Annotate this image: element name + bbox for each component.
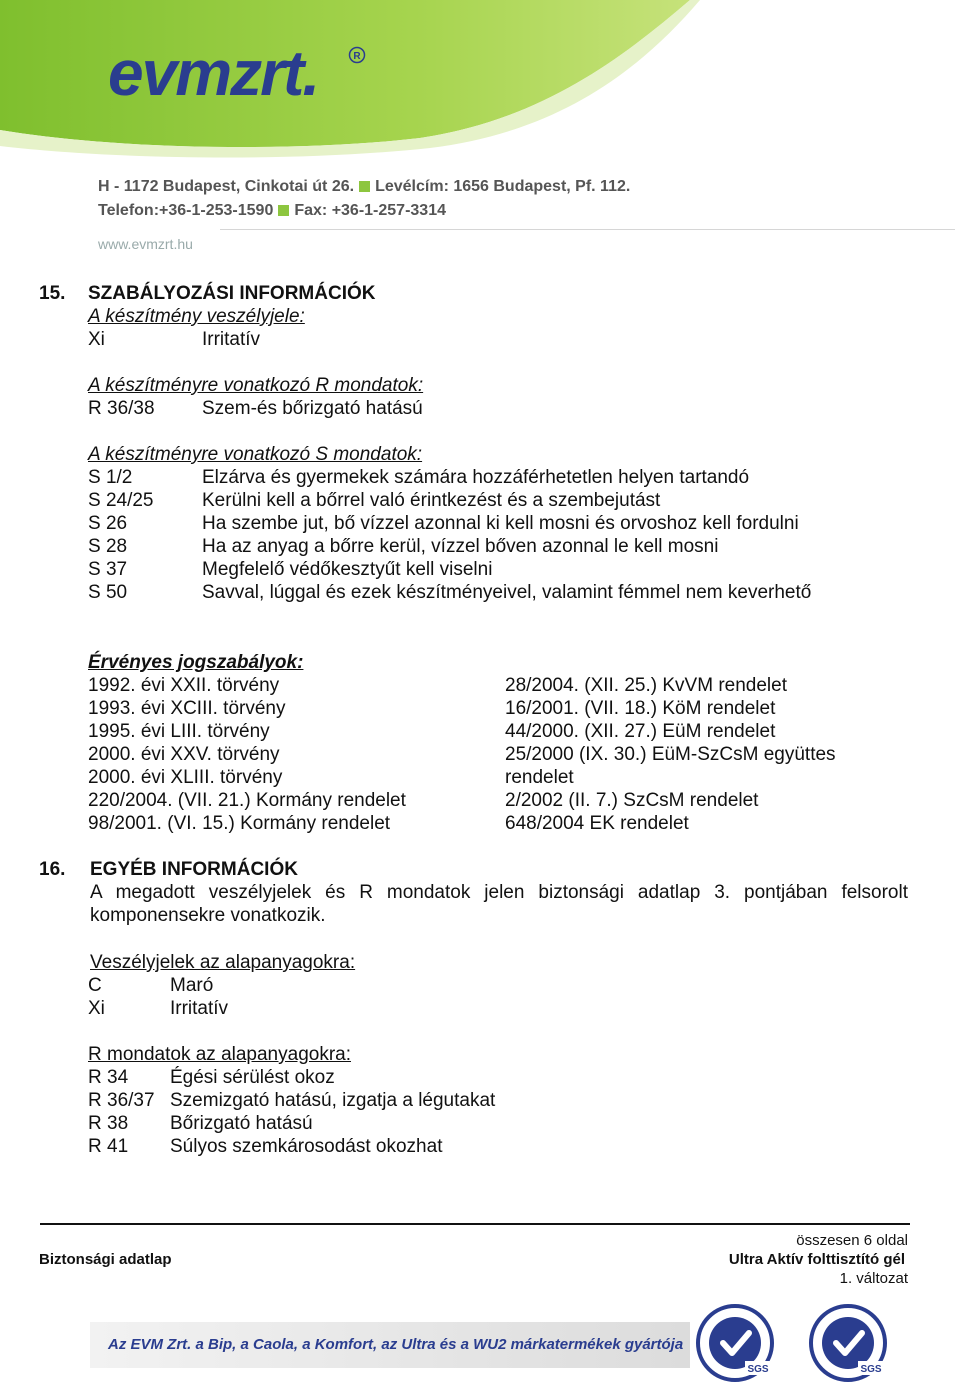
- hazard-heading: A készítmény veszélyjele:: [88, 306, 305, 327]
- r-phrases-heading: A készítményre vonatkozó R mondatok:: [88, 375, 424, 396]
- iso-9001-badge-icon: [695, 1303, 775, 1383]
- law-left-item: 98/2001. (VI. 15.) Kormány rendelet: [88, 813, 391, 834]
- page-count: összesen 6 oldal: [796, 1232, 908, 1249]
- raw-r-row: R 36/37 Szemizgató hatású, izgatja a légutakat: [88, 1090, 496, 1111]
- evm-logo: evmzrt.: [108, 37, 319, 109]
- svg-text:SGS: SGS: [747, 1364, 769, 1375]
- website-link[interactable]: www.evmzrt.hu: [98, 236, 193, 252]
- laws-heading: Érvényes jogszabályok:: [88, 652, 304, 673]
- law-left-item: 1993. évi XCIII. törvény: [88, 698, 286, 719]
- raw-hazards-heading: Veszélyjelek az alapanyagokra:: [90, 952, 356, 973]
- s-phrase-row: S 26 Ha szembe jut, bő vízzel azonnal ki kell mosni és orvoshoz kell fordulni: [88, 513, 799, 534]
- raw-hazard-row: Xi Irritatív: [88, 998, 229, 1019]
- section-16-title: EGYÉB INFORMÁCIÓK: [90, 859, 298, 880]
- s-phrase-row: S 28 Ha az anyag a bőrre kerül, vízzel bőven azonnal le kell mosni: [88, 536, 719, 557]
- section-16-paragraph-line1: A megadott veszélyjelek és R mondatok jelen biztonsági adatlap 3. pontjában felsorolt: [90, 882, 908, 903]
- address-line: H - 1172 Budapest, Cinkotai út 26. Levélcím: 1656 Budapest, Pf. 112.: [98, 178, 631, 195]
- law-right-item: 44/2000. (XII. 27.) EüM rendelet: [505, 721, 776, 742]
- footer-rule: [40, 1223, 910, 1225]
- iso-14001-badge-icon: [808, 1303, 888, 1383]
- green-square-icon: [359, 181, 370, 192]
- law-right-item: 25/2000 (IX. 30.) EüM-SzCsM együttes: [505, 744, 836, 765]
- raw-hazard-row: C Maró: [88, 975, 214, 996]
- section-15-number: 15.: [39, 283, 66, 304]
- section-15-title: SZABÁLYOZÁSI INFORMÁCIÓK: [88, 283, 376, 304]
- raw-r-row: R 41 Súlyos szemkárosodást okozhat: [88, 1136, 443, 1157]
- law-right-item: 648/2004 EK rendelet: [505, 813, 689, 834]
- law-right-item: 28/2004. (XII. 25.) KvVM rendelet: [505, 675, 787, 696]
- raw-r-row: R 34 Égési sérülést okoz: [88, 1067, 335, 1088]
- footer-banner-text: Az EVM Zrt. a Bip, a Caola, a Komfort, az Ultra és a WU2 márkatermékek gyártója: [108, 1336, 684, 1353]
- hazard-row: Xi Irritatív: [88, 329, 261, 350]
- s-phrase-row: S 1/2 Elzárva és gyermekek számára hozzáférhetetlen helyen tartandó: [88, 467, 750, 488]
- law-right-item: 2/2002 (II. 7.) SzCsM rendelet: [505, 790, 759, 811]
- r-phrase-row: R 36/38 Szem-és bőrizgató hatású: [88, 398, 423, 419]
- s-phrase-row: S 50 Savval, lúggal és ezek készítményeivel, valamint fémmel nem keverhető: [88, 582, 812, 603]
- s-phrase-row: S 24/25 Kerülni kell a bőrrel való érintkezést és a szembejutást: [88, 490, 661, 511]
- law-left-item: 2000. évi XLIII. törvény: [88, 767, 283, 788]
- version: 1. változat: [839, 1270, 908, 1287]
- law-right-item: 16/2001. (VII. 18.) KöM rendelet: [505, 698, 776, 719]
- section-16-number: 16.: [39, 859, 66, 880]
- section-16-paragraph-line2: komponensekre vonatkozik.: [90, 905, 326, 926]
- law-left-item: 1995. évi LIII. törvény: [88, 721, 270, 742]
- registered-mark-icon: [348, 46, 366, 64]
- doc-type: Biztonsági adatlap: [39, 1251, 172, 1268]
- green-square-icon: [278, 205, 289, 216]
- law-left-item: 2000. évi XXV. törvény: [88, 744, 280, 765]
- header-divider: [220, 229, 955, 230]
- law-left-item: 220/2004. (VII. 21.) Kormány rendelet: [88, 790, 406, 811]
- product-name: Ultra Aktív folttisztító gél: [728, 1251, 905, 1268]
- phone-line: Telefon:+36-1-253-1590 Fax: +36-1-257-3314: [98, 202, 446, 219]
- law-right-item: rendelet: [505, 767, 574, 788]
- raw-r-row: R 38 Bőrizgató hatású: [88, 1113, 313, 1134]
- law-left-item: 1992. évi XXII. törvény: [88, 675, 280, 696]
- s-phrase-row: S 37 Megfelelő védőkesztyűt kell viselni: [88, 559, 493, 580]
- svg-text:R: R: [353, 51, 361, 62]
- s-phrases-heading: A készítményre vonatkozó S mondatok:: [88, 444, 423, 465]
- raw-r-heading: R mondatok az alapanyagokra:: [88, 1044, 351, 1065]
- svg-text:SGS: SGS: [860, 1364, 882, 1375]
